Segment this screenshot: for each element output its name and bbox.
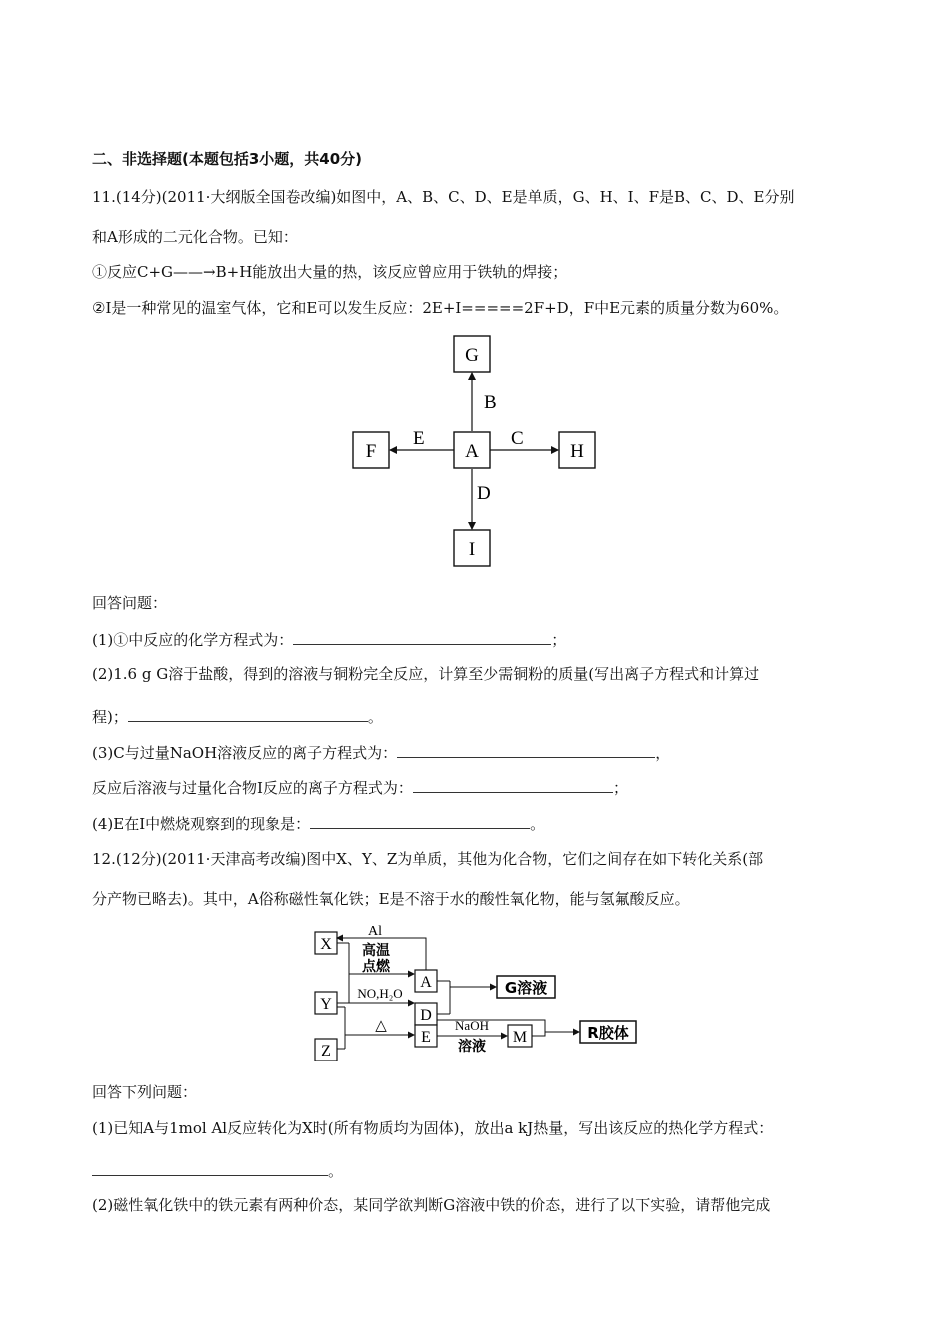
svg-text:G: G xyxy=(465,345,479,366)
q12-diagram xyxy=(0,921,950,1061)
label-heat: △ xyxy=(375,1018,387,1034)
node-a xyxy=(415,970,437,992)
edge-label-d: D xyxy=(477,483,491,504)
label-solution: 溶液 xyxy=(458,1039,486,1055)
node-x xyxy=(315,932,337,954)
label-al: Al xyxy=(368,924,382,939)
q11-part2-end: 。 xyxy=(367,708,383,726)
q11-part3-text: (3)C与过量NaOH溶液反应的离子方程式为： xyxy=(92,744,398,762)
edge-label-c: C xyxy=(511,428,524,449)
node-m xyxy=(508,1025,532,1047)
q11-part3-blank1[interactable] xyxy=(397,742,655,758)
q11-part1-text: (1)①中反应的化学方程式为： xyxy=(92,631,294,649)
node-d xyxy=(415,1003,437,1025)
q11-part2-text: 程)； xyxy=(92,708,128,726)
q11-answer-prompt: 回答问题： xyxy=(92,594,168,612)
label-naoh: NaOH xyxy=(455,1018,489,1033)
q12-answer-prompt: 回答下列问题： xyxy=(92,1083,198,1101)
q12-part1-line2 xyxy=(92,1160,343,1181)
q11-part3-end1: ， xyxy=(655,744,671,762)
q11-condition-2: ②I是一种常见的温室气体，它和E可以发生反应：2E+I=====2F+D，F中E元素的质量分数为60%。 xyxy=(92,299,789,317)
svg-text:E: E xyxy=(421,1029,431,1046)
q11-part4-blank[interactable] xyxy=(310,813,530,829)
q12-part2-line1: (2)磁性氧化铁中的铁元素有两种价态，某同学欲判断G溶液中铁的价态，进行了以下实验，请帮他完成 xyxy=(92,1196,771,1214)
svg-text:H: H xyxy=(570,441,584,462)
svg-text:Y: Y xyxy=(320,996,332,1013)
node-r-colloid xyxy=(580,1021,636,1043)
label-ignite: 点燃 xyxy=(362,959,390,975)
q11-diagram xyxy=(0,334,950,574)
q11-part4-text: (4)E在I中燃烧观察到的现象是： xyxy=(92,815,311,833)
node-y xyxy=(315,992,337,1014)
node-z xyxy=(315,1039,337,1061)
label-no-h2o: NO,H₂O xyxy=(357,986,403,1001)
label-high-temp: 高温 xyxy=(362,943,390,959)
q11-stem-line2: 和A形成的二元化合物。已知： xyxy=(92,228,298,246)
q11-part2-line2 xyxy=(92,706,383,727)
node-h xyxy=(559,432,595,468)
svg-text:X: X xyxy=(320,936,332,953)
node-i xyxy=(454,530,490,566)
q11-part1 xyxy=(92,629,566,650)
section-header: 二、非选择题(本题包括3小题，共40分) xyxy=(92,150,363,168)
svg-text:F: F xyxy=(365,441,377,462)
node-a xyxy=(454,432,490,468)
q12-part1-line1: (1)已知A与1mol Al反应转化为X时(所有物质均为固体)，放出a kJ热量，写出该反应的热化学方程式： xyxy=(92,1119,774,1137)
svg-text:D: D xyxy=(420,1007,432,1024)
edge-label-e: E xyxy=(413,428,425,449)
svg-text:A: A xyxy=(420,974,432,991)
svg-text:M: M xyxy=(512,1029,528,1046)
q11-part3-text2: 反应后溶液与过量化合物I反应的离子方程式为： xyxy=(92,779,413,797)
q11-part2-blank[interactable] xyxy=(128,706,368,722)
q12-part1-blank[interactable] xyxy=(92,1160,328,1176)
q12-part1-end: 。 xyxy=(328,1162,344,1180)
node-g xyxy=(454,336,490,372)
q11-part3-line1 xyxy=(92,742,670,763)
q11-condition-1: ①反应C+G——→B+H能放出大量的热，该反应曾应用于铁轨的焊接； xyxy=(92,263,568,281)
q12-stem-line2: 分产物已略去)。其中，A俗称磁性氧化铁；E是不溶于水的酸性氧化物，能与氢氟酸反应。 xyxy=(92,890,690,908)
q11-part4-end: 。 xyxy=(530,815,546,833)
svg-text:I: I xyxy=(468,539,476,560)
q11-part3-line2 xyxy=(92,777,628,798)
q12-stem-line1: 12.(12分)(2011·天津高考改编)图中X、Y、Z为单质，其他为化合物，它们之间存在如下转化关系(部 xyxy=(92,850,764,868)
edge-label-b: B xyxy=(484,392,497,413)
svg-text:R胶体: R胶体 xyxy=(587,1024,629,1042)
node-g-solution xyxy=(497,976,555,998)
svg-text:G溶液: G溶液 xyxy=(504,979,548,997)
q11-part4 xyxy=(92,813,545,834)
q11-part1-end: ； xyxy=(551,631,567,649)
q11-stem-line1: 11.(14分)(2011·大纲版全国卷改编)如图中，A、B、C、D、E是单质，G、H、I、F是B、C、D、E分别 xyxy=(92,188,795,206)
q11-part3-blank2[interactable] xyxy=(413,777,613,793)
svg-text:Z: Z xyxy=(321,1043,331,1060)
q11-part3-end2: ； xyxy=(612,779,628,797)
node-e xyxy=(415,1025,437,1047)
svg-text:A: A xyxy=(465,441,479,462)
q11-part2-line1: (2)1.6 g G溶于盐酸，得到的溶液与铜粉完全反应，计算至少需铜粉的质量(写出离子方程式和计算过 xyxy=(92,665,760,683)
q11-part1-blank[interactable] xyxy=(293,629,551,645)
node-f xyxy=(353,432,389,468)
